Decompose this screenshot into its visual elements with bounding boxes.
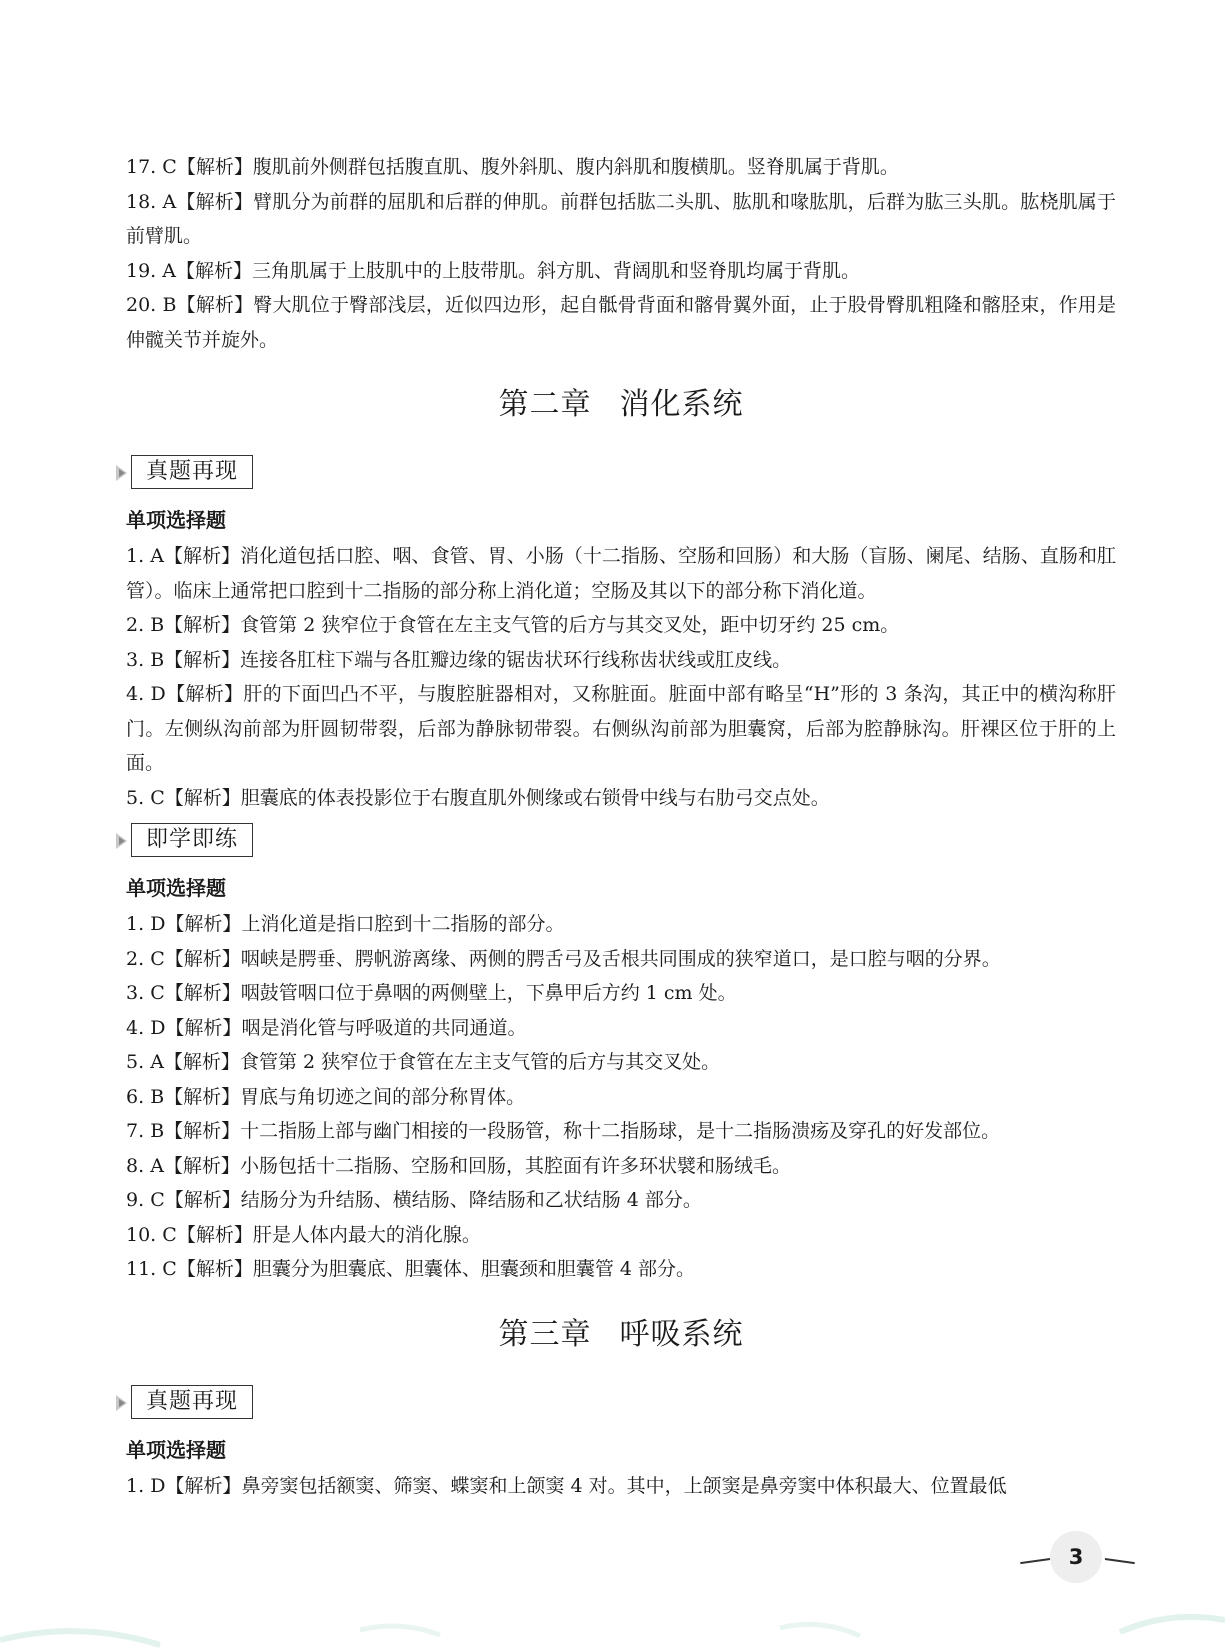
analysis-text: 咽是消化管与呼吸道的共同通道。 xyxy=(241,1016,527,1039)
answer-letter: D xyxy=(150,1016,166,1039)
answer-letter: C xyxy=(150,1189,165,1211)
answer-letter: C xyxy=(150,786,165,809)
answer-letter: B xyxy=(150,648,165,671)
section-label: 即学即练 xyxy=(131,823,253,857)
item-number: 10. xyxy=(126,1223,157,1246)
item-number: 18. xyxy=(126,190,157,213)
answer-item xyxy=(126,1149,1116,1184)
analysis-tag: 【解析】 xyxy=(176,1258,253,1280)
analysis-text: 咽峡是腭垂、腭帆游离缘、两侧的腭舌弓及舌根共同围成的狭窄道口，是口腔与咽的分界。 xyxy=(240,947,1001,970)
chapter-name: 呼吸系统 xyxy=(619,1316,744,1352)
answer-letter: C xyxy=(162,1223,177,1246)
analysis-tag: 【解析】 xyxy=(163,1051,240,1073)
analysis-text: 三角肌属于上肢肌中的上肢带肌。斜方肌、背阔肌和竖脊肌均属于背肌。 xyxy=(252,259,861,282)
item-number: 1. xyxy=(126,1474,145,1497)
answer-item xyxy=(126,288,1116,357)
analysis-tag: 【解析】 xyxy=(163,545,241,567)
item-number: 19. xyxy=(126,259,157,282)
item-number: 3. xyxy=(126,648,145,671)
answer-item xyxy=(126,1114,1116,1149)
answer-item xyxy=(126,907,1116,942)
answer-item xyxy=(126,1045,1116,1080)
question-type-heading: 单项选择题 xyxy=(126,508,226,532)
answer-letter: A xyxy=(150,1154,164,1177)
divider xyxy=(1020,1558,1050,1564)
analysis-text: 消化道包括口腔、咽、食管、胃、小肠（十二指肠、空肠和回肠）和大肠（盲肠、阑尾、结肠、直肠和肛管）。临床上通常把口腔到十二指肠的部分称上消化道；空肠及其以下的部分称下消化道。 xyxy=(126,545,1116,602)
item-number: 3. xyxy=(126,982,145,1004)
analysis-text: 腹肌前外侧群包括腹直肌、腹外斜肌、腹内斜肌和腹横肌。竖脊肌属于背肌。 xyxy=(252,156,899,178)
analysis-text: 胆囊底的体表投影位于右腹直肌外侧缘或右锁骨中线与右肋弓交点处。 xyxy=(240,786,830,809)
triangle-marker-inner-icon xyxy=(119,837,125,845)
item-number: 9. xyxy=(126,1189,145,1211)
divider xyxy=(1105,1558,1135,1564)
answer-item xyxy=(126,677,1116,781)
chapter-title xyxy=(126,1315,1116,1355)
analysis-text: 食管第 2 狭窄位于食管在左主支气管的后方与其交叉处，距中切牙约 25 cm。 xyxy=(240,614,900,636)
triangle-marker-inner-icon xyxy=(119,469,125,477)
analysis-text: 肝的下面凹凸不平，与腹腔脏器相对，又称脏面。脏面中部有略呈“H”形的 3 条沟，其正中的横沟称肝门。左侧纵沟前部为肝圆韧带裂，后部为静脉韧带裂。右侧纵沟前部为胆囊窝，后部为腔静脉沟。肝裸区位于肝的上面。 xyxy=(126,683,1116,774)
analysis-tag: 【解析】 xyxy=(176,156,253,178)
item-number: 1. xyxy=(126,913,145,935)
answer-item xyxy=(126,1252,1116,1287)
item-number: 17. xyxy=(126,156,157,178)
answer-item xyxy=(126,254,1116,289)
answer-item xyxy=(126,643,1116,678)
analysis-tag: 【解析】 xyxy=(165,1474,242,1497)
analysis-tag: 【解析】 xyxy=(163,1154,240,1177)
answer-letter: D xyxy=(150,683,166,705)
analysis-tag: 【解析】 xyxy=(164,786,241,809)
page-number: 3 xyxy=(1050,1531,1102,1583)
item-number: 4. xyxy=(126,683,145,705)
analysis-tag: 【解析】 xyxy=(176,294,254,316)
analysis-tag: 【解析】 xyxy=(165,1016,242,1039)
section-label: 真题再现 xyxy=(131,1385,253,1419)
answer-list xyxy=(126,907,1116,1287)
answer-item xyxy=(126,942,1116,977)
analysis-text: 小肠包括十二指肠、空肠和回肠，其腔面有许多环状襞和肠绒毛。 xyxy=(239,1154,791,1177)
answer-letter: B xyxy=(162,294,177,316)
answer-letter: B xyxy=(150,1085,165,1108)
answer-item xyxy=(126,1183,1116,1218)
answer-letter: C xyxy=(162,1258,177,1280)
analysis-text: 胃底与角切迹之间的部分称胃体。 xyxy=(240,1085,526,1108)
chapter-number: 第二章 xyxy=(498,387,592,422)
answer-list xyxy=(126,1469,1116,1504)
chapter-name: 消化系统 xyxy=(619,387,744,422)
section-header xyxy=(116,1385,1116,1423)
answer-letter: D xyxy=(150,913,166,935)
answer-item xyxy=(126,185,1116,254)
analysis-text: 上消化道是指口腔到十二指肠的部分。 xyxy=(241,913,565,935)
answer-item xyxy=(126,1080,1116,1115)
analysis-tag: 【解析】 xyxy=(164,1120,241,1142)
chapter1-tail-list xyxy=(126,150,1116,357)
page-number-badge xyxy=(1020,1525,1135,1585)
analysis-tag: 【解析】 xyxy=(176,1223,253,1246)
analysis-tag: 【解析】 xyxy=(176,190,254,213)
item-number: 20. xyxy=(126,294,157,316)
answer-item xyxy=(126,976,1116,1011)
chapter-number: 第三章 xyxy=(498,1316,592,1352)
answer-letter: B xyxy=(150,1120,165,1142)
analysis-tag: 【解析】 xyxy=(176,259,253,282)
analysis-text: 十二指肠上部与幽门相接的一段肠管，称十二指肠球，是十二指肠溃疡及穿孔的好发部位。 xyxy=(240,1120,1001,1142)
chapter-title xyxy=(126,385,1116,425)
answer-letter: A xyxy=(150,545,164,567)
analysis-tag: 【解析】 xyxy=(164,947,241,970)
analysis-tag: 【解析】 xyxy=(164,614,241,636)
analysis-text: 肝是人体内最大的消化腺。 xyxy=(252,1223,481,1246)
answer-item xyxy=(126,539,1116,608)
analysis-text: 连接各肛柱下端与各肛瓣边缘的锯齿状环行线称齿状线或肛皮线。 xyxy=(240,648,792,671)
item-number: 7. xyxy=(126,1120,145,1142)
analysis-text: 鼻旁窦包括额窦、筛窦、蝶窦和上颌窦 4 对。其中，上颌窦是鼻旁窦中体积最大、位置最低 xyxy=(241,1474,1007,1497)
item-number: 6. xyxy=(126,1085,145,1108)
question-type-heading: 单项选择题 xyxy=(126,1437,226,1462)
analysis-text: 臂肌分为前群的屈肌和后群的伸肌。前群包括肱二头肌、肱肌和喙肱肌，后群为肱三头肌。肱桡肌属于前臂肌。 xyxy=(126,190,1116,247)
answer-letter: B xyxy=(150,614,165,636)
answer-letter: D xyxy=(150,1474,166,1497)
analysis-text: 结肠分为升结肠、横结肠、降结肠和乙状结肠 4 部分。 xyxy=(240,1189,702,1211)
triangle-marker-inner-icon xyxy=(119,1399,125,1407)
answer-item xyxy=(126,1469,1116,1504)
item-number: 4. xyxy=(126,1016,145,1039)
analysis-text: 咽鼓管咽口位于鼻咽的两侧壁上，下鼻甲后方约 1 cm 处。 xyxy=(240,982,737,1004)
answer-item xyxy=(126,781,1116,816)
answer-letter: C xyxy=(150,947,165,970)
item-number: 5. xyxy=(126,1051,145,1073)
page-content xyxy=(126,150,1116,1503)
item-number: 5. xyxy=(126,786,145,809)
answer-letter: A xyxy=(162,190,177,213)
item-number: 2. xyxy=(126,614,145,636)
footer-decoration xyxy=(0,1590,1225,1650)
analysis-tag: 【解析】 xyxy=(164,982,241,1004)
item-number: 1. xyxy=(126,545,145,567)
item-number: 8. xyxy=(126,1154,145,1177)
answer-item xyxy=(126,150,1116,185)
answer-item xyxy=(126,608,1116,643)
analysis-text: 臀大肌位于臀部浅层，近似四边形，起自骶骨背面和髂骨翼外面，止于股骨臀肌粗隆和髂胫束，作用是伸髋关节并旋外。 xyxy=(126,294,1116,351)
analysis-text: 胆囊分为胆囊底、胆囊体、胆囊颈和胆囊管 4 部分。 xyxy=(252,1258,695,1280)
answer-list xyxy=(126,539,1116,815)
section-header xyxy=(116,823,1116,861)
answer-item xyxy=(126,1011,1116,1046)
section-label: 真题再现 xyxy=(131,455,253,489)
answer-letter: A xyxy=(150,1051,164,1073)
analysis-tag: 【解析】 xyxy=(164,1189,241,1211)
answer-letter: A xyxy=(162,259,176,282)
item-number: 11. xyxy=(126,1258,157,1280)
answer-letter: C xyxy=(150,982,165,1004)
item-number: 2. xyxy=(126,947,145,970)
analysis-text: 食管第 2 狭窄位于食管在左主支气管的后方与其交叉处。 xyxy=(239,1051,721,1073)
analysis-tag: 【解析】 xyxy=(165,913,242,935)
answer-item xyxy=(126,1218,1116,1253)
question-type-heading: 单项选择题 xyxy=(126,876,226,900)
answer-letter: C xyxy=(162,156,177,178)
analysis-tag: 【解析】 xyxy=(164,648,241,671)
analysis-tag: 【解析】 xyxy=(165,683,244,705)
section-header xyxy=(116,455,1116,493)
analysis-tag: 【解析】 xyxy=(164,1085,241,1108)
